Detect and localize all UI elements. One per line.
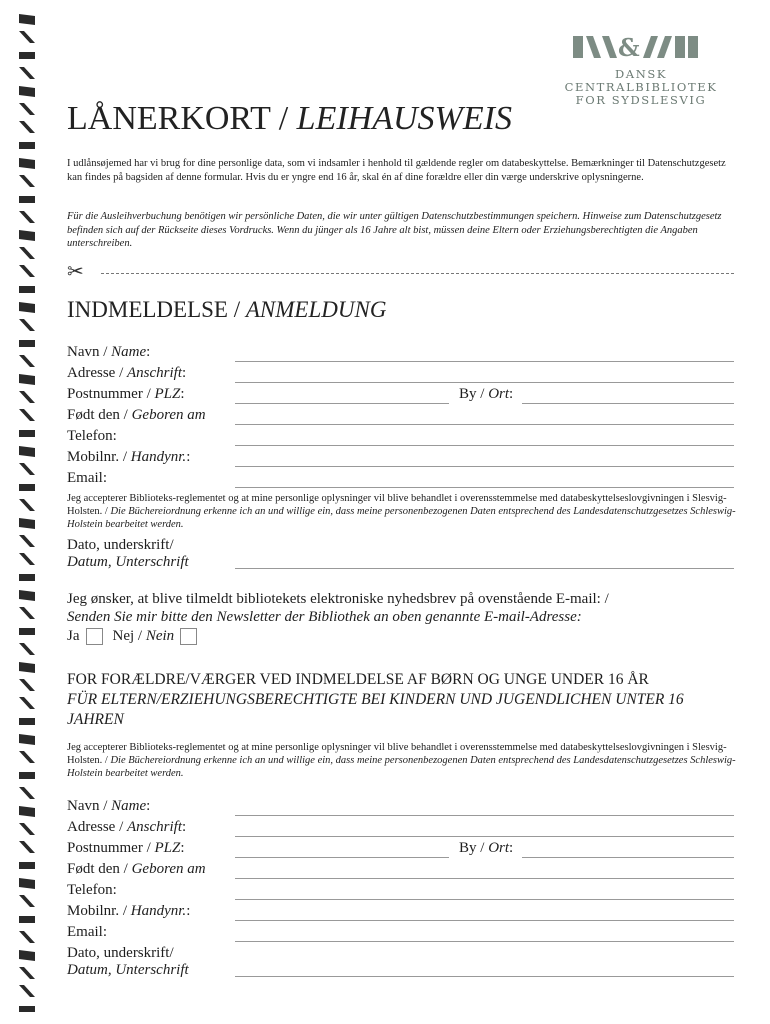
field-label: Postnummer / PLZ:: [67, 386, 185, 402]
stripe-mark: [19, 916, 35, 923]
stripe-mark: [19, 862, 35, 869]
stripe-mark: [19, 931, 35, 943]
field-label: Email:: [67, 924, 107, 940]
field-birthdate[interactable]: [67, 407, 734, 427]
stripe-mark: [19, 14, 35, 25]
no-checkbox[interactable]: [180, 628, 197, 645]
field-label: Født den / Geboren am: [67, 407, 206, 423]
cut-line: [67, 259, 734, 283]
stripe-mark: [19, 787, 35, 799]
stripe-mark: [19, 484, 35, 491]
guardian-field-address[interactable]: [67, 819, 734, 839]
stripe-mark: [19, 142, 35, 149]
stripe-mark: [19, 31, 35, 43]
stripe-mark: [19, 643, 35, 655]
consent-text: Jeg accepterer Biblioteks-reglementet og at mine personlige oplysninger vil blive behandlet i overensstemmelse med databeskyttelseslovgivningen i Slesvig-Holsten. / Die Büchereiordnung erkenne ich an und willige ein, dass meine personenbezogenen Daten entsprechend des Landesdatenschutzgesetzes Schleswig-Holstein bearbeitet werden.: [67, 493, 736, 530]
stripe-mark: [19, 302, 35, 313]
section-registration-heading: [67, 297, 386, 323]
library-logo: [541, 34, 741, 107]
field-address[interactable]: [67, 365, 734, 385]
postcode-input-line[interactable]: [235, 857, 449, 858]
mobile-input-line[interactable]: [235, 920, 734, 921]
name-input-line[interactable]: [235, 361, 734, 362]
stripe-mark: [19, 535, 35, 547]
stripe-mark: [19, 607, 35, 619]
title-da: LÅNERKORT /: [67, 100, 297, 137]
stripe-mark: [19, 734, 35, 745]
stripe-mark: [19, 628, 35, 635]
postcode-input-line[interactable]: [235, 403, 449, 404]
heading-de: ANMELDUNG: [245, 297, 387, 322]
field-signature[interactable]: [67, 537, 734, 571]
signature-input-line[interactable]: [235, 976, 734, 977]
mobile-input-line[interactable]: [235, 466, 734, 467]
signature-label-de: Datum, Unterschrift: [67, 962, 189, 978]
address-input-line[interactable]: [235, 382, 734, 383]
signature-input-line[interactable]: [235, 568, 734, 569]
scissors-icon: ✂: [67, 259, 84, 283]
signature-label-da: Dato, underskrift/: [67, 537, 174, 553]
field-postcode-city[interactable]: [67, 386, 734, 406]
guardian-field-postcode-city[interactable]: [67, 840, 734, 860]
field-label: Mobilnr. / Handynr.:: [67, 903, 191, 919]
stripe-mark: [19, 463, 35, 475]
field-label: Adresse / Anschrift:: [67, 365, 187, 381]
signature-label-da: Dato, underskrift/: [67, 945, 174, 961]
stripe-mark: [19, 772, 35, 779]
intro-danish: I udlånsøjemed har vi brug for dine personlige data, som vi indsamler i henhold til gældende regler om databeskyttelse. Bemærkninger til Datenschutzgesetz kan findes på bagsiden af denne formular. Hvis du er yngre end 16 år, skal én af dine forældre eller din værge underskrive oplysningerne.: [67, 158, 726, 183]
stripe-mark: [19, 878, 35, 889]
stripe-mark: [19, 806, 35, 817]
guardian-consent-text: Jeg accepterer Biblioteks-reglementet og at mine personlige oplysninger vil blive behandlet i overensstemmelse med databeskyttelseslovgivningen i Slesvig-Holsten. / Die Büchereiordnung erkenne ich an und willige ein, dass meine personenbezogenen Daten entsprechend des Landesdatenschutzgesetzes Schleswig-Holstein bearbeitet werden.: [67, 742, 736, 779]
stripe-mark: [19, 103, 35, 115]
field-label: Postnummer / PLZ:: [67, 840, 185, 856]
phone-input-line[interactable]: [235, 445, 734, 446]
stripe-mark: [19, 409, 35, 421]
stripe-mark: [19, 340, 35, 347]
stripe-mark: [19, 286, 35, 293]
signature-label-de: Datum, Unterschrift: [67, 554, 189, 570]
guardian-field-mobile[interactable]: [67, 903, 734, 923]
stripe-mark: [19, 751, 35, 763]
birthdate-input-line[interactable]: [235, 878, 734, 879]
guardian-field-email[interactable]: [67, 924, 734, 944]
stripe-mark: [19, 67, 35, 79]
field-label: Mobilnr. / Handynr.:: [67, 449, 191, 465]
stripe-mark: [19, 86, 35, 97]
birthdate-input-line[interactable]: [235, 424, 734, 425]
stripe-mark: [19, 196, 35, 203]
field-label: Telefon:: [67, 882, 117, 898]
decorative-stripe: [16, 12, 38, 1012]
intro-german: Für die Ausleihverbuchung benötigen wir persönliche Daten, die wir unter gültigen Datenschutzbestimmungen speichern. Hinweise zum Datenschutzgesetz befinden sich auf der Rückseite dieses Vordrucks. Wenn du jünger als 16 Jahre alt bist, müssen deine Eltern oder Erziehungsberechtigten die Angaben unterschreiben.: [67, 211, 722, 249]
field-label: Adresse / Anschrift:: [67, 819, 187, 835]
guardian-field-name[interactable]: [67, 798, 734, 818]
newsletter-text: Jeg ønsker, at blive tilmeldt bibliotekets elektroniske nyhedsbrev på ovenstående E-mail: / Senden Sie mir bitte den Newsletter der Bibliothek an oben genannte E-mail-Adresse:: [67, 591, 609, 625]
stripe-mark: [19, 1006, 35, 1012]
stripe-mark: [19, 175, 35, 187]
stripe-mark: [19, 950, 35, 961]
city-input-line[interactable]: [522, 403, 734, 404]
guardian-field-phone[interactable]: [67, 882, 734, 902]
email-input-line[interactable]: [235, 941, 734, 942]
dashed-divider: [101, 273, 734, 274]
guardian-field-birthdate[interactable]: [67, 861, 734, 881]
newsletter-choice: [67, 628, 207, 645]
stripe-mark: [19, 574, 35, 581]
stripe-mark: [19, 499, 35, 511]
stripe-mark: [19, 662, 35, 673]
field-name[interactable]: [67, 344, 734, 364]
stripe-mark: [19, 247, 35, 259]
field-label: Email:: [67, 470, 107, 486]
heading-da: INDMELDELSE /: [67, 297, 246, 322]
stripe-mark: [19, 355, 35, 367]
stripe-mark: [19, 841, 35, 853]
stripe-mark: [19, 718, 35, 725]
stripe-mark: [19, 553, 35, 565]
yes-label: Ja: [67, 628, 80, 644]
stripe-mark: [19, 319, 35, 331]
field-label: Navn / Name:: [67, 344, 151, 360]
stripe-mark: [19, 391, 35, 403]
field-label: Navn / Name:: [67, 798, 151, 814]
yes-checkbox[interactable]: [86, 628, 103, 645]
stripe-mark: [19, 518, 35, 529]
field-label-city: By / Ort:: [459, 840, 514, 856]
page-title: [67, 100, 512, 138]
svg-text:&: &: [618, 34, 640, 60]
stripe-mark: [19, 697, 35, 709]
logo-text-line2: FOR SYDSLESVIG: [575, 93, 707, 107]
stripe-mark: [19, 265, 35, 277]
stripe-mark: [19, 967, 35, 979]
guardian-field-signature[interactable]: [67, 945, 734, 979]
field-mobile[interactable]: [67, 449, 734, 469]
logo-mark-icon: [571, 34, 711, 60]
stripe-mark: [19, 446, 35, 457]
stripe-mark: [19, 985, 35, 997]
address-input-line[interactable]: [235, 836, 734, 837]
field-label-city: By / Ort:: [459, 386, 514, 402]
stripe-mark: [19, 895, 35, 907]
city-input-line[interactable]: [522, 857, 734, 858]
field-label: Født den / Geboren am: [67, 861, 206, 877]
stripe-mark: [19, 679, 35, 691]
name-input-line[interactable]: [235, 815, 734, 816]
stripe-mark: [19, 230, 35, 241]
field-email[interactable]: [67, 470, 734, 490]
stripe-mark: [19, 374, 35, 385]
email-input-line[interactable]: [235, 487, 734, 488]
stripe-mark: [19, 590, 35, 601]
field-label: Telefon:: [67, 428, 117, 444]
title-de: LEIHAUSWEIS: [296, 100, 512, 137]
logo-text-line1: DANSK CENTRALBIBLIOTEK: [564, 67, 718, 94]
stripe-mark: [19, 430, 35, 437]
no-label: Nej / Nein: [112, 628, 175, 644]
stripe-mark: [19, 52, 35, 59]
phone-input-line[interactable]: [235, 899, 734, 900]
stripe-mark: [19, 121, 35, 133]
field-phone[interactable]: [67, 428, 734, 448]
stripe-mark: [19, 158, 35, 169]
stripe-mark: [19, 823, 35, 835]
stripe-mark: [19, 211, 35, 223]
section-guardian-heading: FOR FORÆLDRE/VÆRGER VED INDMELDELSE AF BØRN OG UNGE UNDER 16 ÅR FÜR ELTERN/ERZIEHUNGSBERECHTIGTE BEI KINDERN UND JUGENDLICHEN UNTER 16 JAHREN: [67, 671, 684, 728]
